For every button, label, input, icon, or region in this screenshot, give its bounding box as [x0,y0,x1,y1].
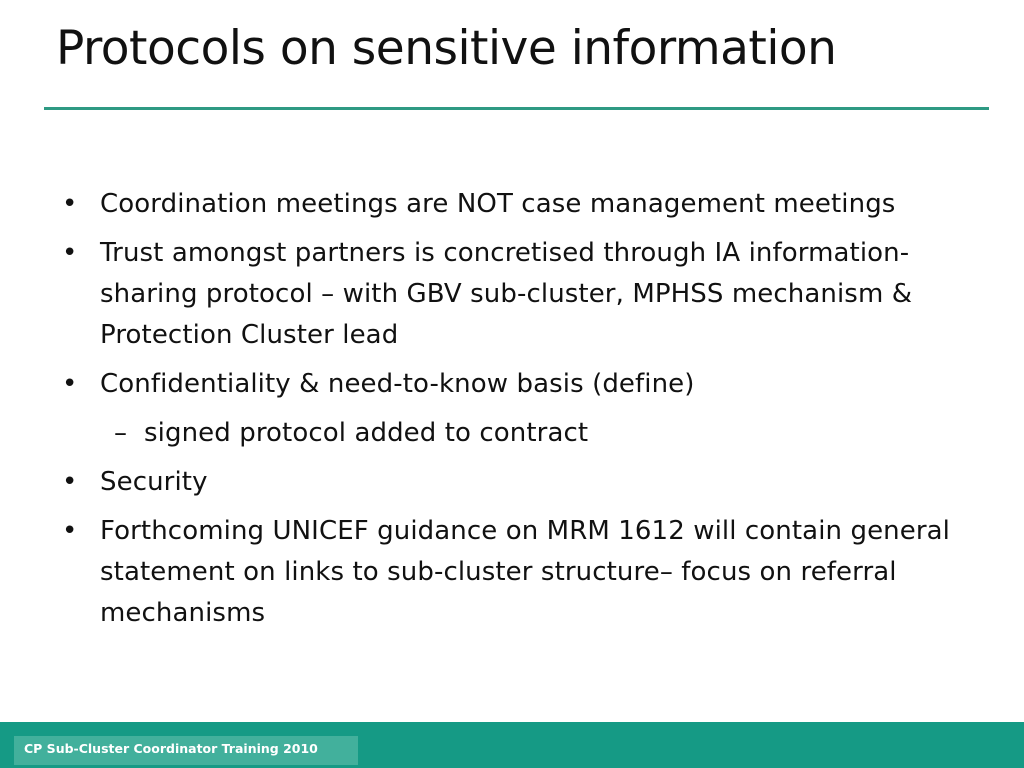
bullet-text: Trust amongst partners is concretised through IA information-sharing protocol – with GBV sub-cluster, MPHSS mechanism & Protection Cluster lead [100,238,913,350]
bullet-text: Confidentiality & need-to-know basis (define) [100,369,695,399]
bullet-item [62,233,982,356]
bullet-marker: • [62,467,78,497]
sub-bullet-item [62,413,982,454]
sub-bullet-text: signed protocol added to contract [144,418,589,448]
bullet-item [62,462,982,503]
bullet-list [62,184,982,642]
slide-title: Protocols on sensitive information [56,21,837,76]
bullet-marker: • [62,369,78,399]
bullet-item [62,184,982,225]
bullet-marker: • [62,238,78,268]
bullet-item [62,511,982,634]
bullet-text: Coordination meetings are NOT case management meetings [100,189,896,219]
bullet-text: Security [100,467,208,497]
bullet-marker: • [62,189,78,219]
title-divider [44,107,989,110]
sub-bullet-marker: – [114,418,128,448]
footer-label: CP Sub-Cluster Coordinator Training 2010 [24,741,318,756]
bullet-text: Forthcoming UNICEF guidance on MRM 1612 will contain general statement on links to sub-cluster structure– focus on referral mechanisms [100,516,950,628]
bullet-item [62,364,982,405]
bullet-marker: • [62,516,78,546]
